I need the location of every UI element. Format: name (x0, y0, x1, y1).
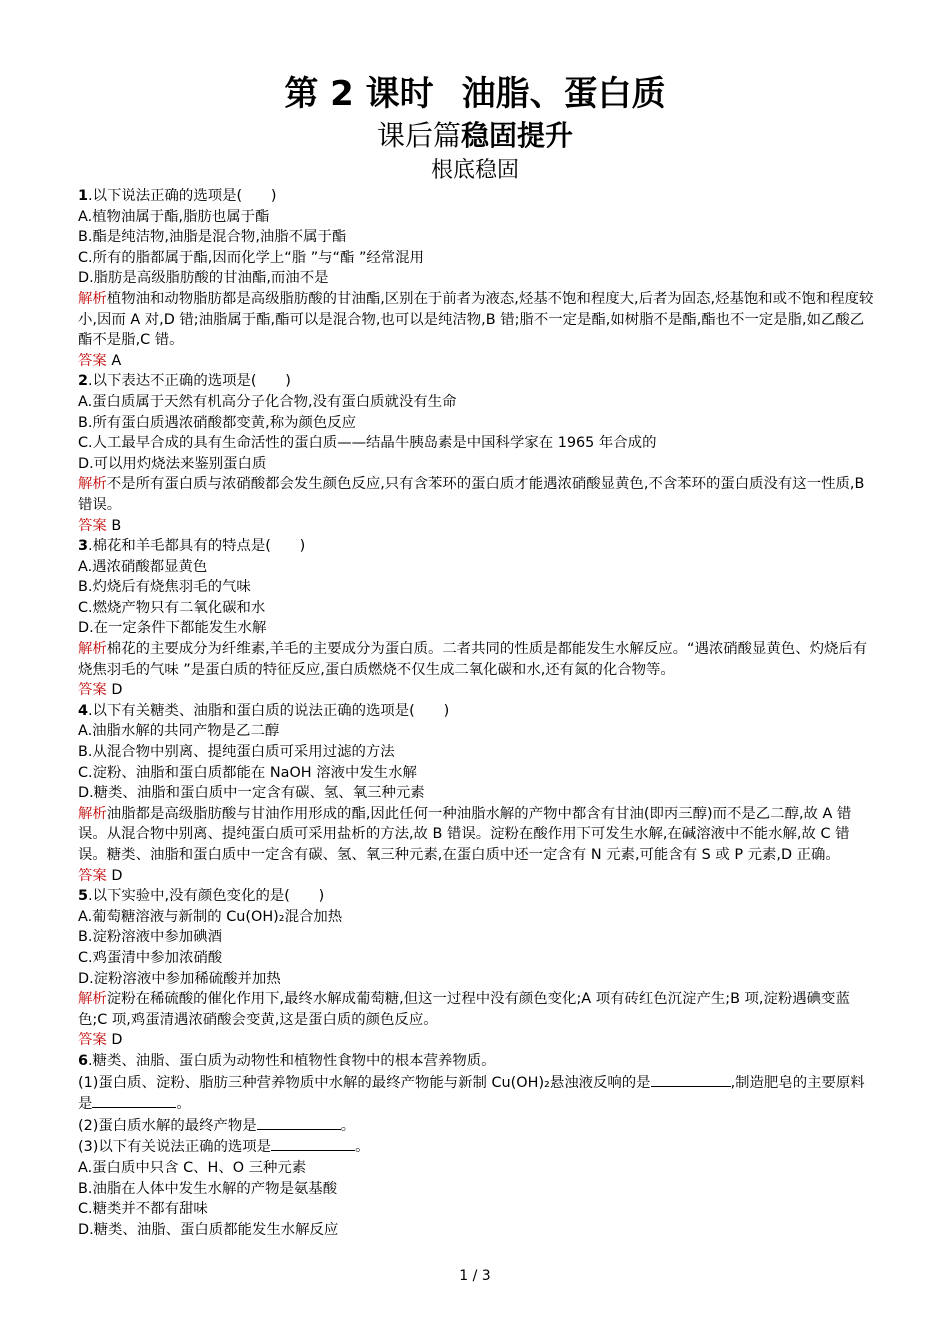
analysis-label: 解析 (78, 476, 107, 493)
question-5 (78, 886, 878, 1051)
answer-blank[interactable] (651, 1072, 731, 1087)
question-4 (78, 701, 878, 886)
sub-question-2: (2)蛋白质水解的最终产物是 。 (78, 1115, 878, 1137)
analysis-label: 解析 (78, 805, 107, 822)
question-stem: 5.以下实验中,没有颜色变化的是( ) (78, 888, 325, 905)
option-d: D.糖类、油脂和蛋白质中一定含有碳、氢、氧三种元素 (78, 785, 425, 802)
answer-label: 答案 (78, 352, 107, 369)
option-c: C.淀粉、油脂和蛋白质都能在 NaOH 溶液中发生水解 (78, 764, 417, 781)
option-c: C.糖类并不都有甜味 (78, 1201, 208, 1218)
analysis-label: 解析 (78, 991, 107, 1008)
answer-blank[interactable] (271, 1136, 355, 1151)
question-6 (78, 1051, 878, 1240)
page-title: 第 2 课时 油脂、蛋白质 (284, 74, 666, 114)
question-3 (78, 536, 878, 701)
option-a: A.植物油属于酯,脂肪也属于酯 (78, 208, 270, 225)
option-a: A.蛋白质属于天然有机高分子化合物,没有蛋白质就没有生命 (78, 393, 457, 410)
answer: 答案 B (78, 517, 122, 534)
option-b: B.从混合物中别离、提纯蛋白质可采用过滤的方法 (78, 744, 395, 761)
question-stem: 6.糖类、油脂、蛋白质为动物性和植物性食物中的根本营养物质。 (78, 1052, 496, 1069)
question-stem: 3.棉花和羊毛都具有的特点是( ) (78, 538, 306, 555)
option-d: D.可以用灼烧法来鉴别蛋白质 (78, 455, 267, 472)
option-a: A.遇浓硝酸都显黄色 (78, 558, 208, 575)
answer-label: 答案 (78, 867, 107, 884)
question-2 (78, 371, 878, 536)
page-number: 1 / 3 (459, 1268, 491, 1284)
question-stem: 1.以下说法正确的选项是( ) (78, 188, 277, 204)
option-c: C.鸡蛋清中参加浓硝酸 (78, 949, 223, 966)
option-c: C.燃烧产物只有二氧化碳和水 (78, 599, 266, 616)
answer: 答案 D (78, 682, 123, 699)
answer-label: 答案 (78, 517, 107, 534)
option-d: D.糖类、油脂、蛋白质都能发生水解反应 (78, 1221, 339, 1238)
answer-label: 答案 (78, 1032, 107, 1049)
analysis: 解析不是所有蛋白质与浓硝酸都会发生颜色反应,只有含苯环的蛋白质才能遇浓硝酸显黄色,不含苯环的蛋白质没有这一性质,B 错误。 (78, 476, 865, 513)
question-1 (78, 186, 878, 371)
analysis: 解析棉花的主要成分为纤维素,羊毛的主要成分为蛋白质。二者共同的性质是都能发生水解反应。“遇浓硝酸显黄色、灼烧后有烧焦羽毛的气味 ”是蛋白质的特征反应,蛋白质燃烧不仅生成二氧化碳和水,还有氮的化合物等。 (78, 641, 868, 678)
analysis: 解析油脂都是高级脂肪酸与甘油作用形成的酯,因此任何一种油脂水解的产物中都含有甘油(即丙三醇)而不是乙二醇,故 A 错误。从混合物中别离、提纯蛋白质可采用盐析的方法,故 B 错误。淀粉在酸作用下可发生水解,在碱溶液中不能水解,故 C 错误。糖类、油脂和蛋白质中一定含有碳、氢、氧三种元素,在蛋白质中还一定含有 N 元素,可能含有 S 或 P 元素,D 正确。 (78, 805, 852, 863)
answer: 答案 D (78, 1032, 123, 1049)
sub-question-3: (3)以下有关说法正确的选项是 。 (78, 1136, 878, 1158)
option-b: B.酯是纯洁物,油脂是混合物,油脂不属于酯 (78, 229, 347, 246)
analysis-label: 解析 (78, 641, 107, 658)
document-body (78, 186, 878, 1240)
question-stem: 2.以下表达不正确的选项是( ) (78, 373, 291, 390)
option-d: D.在一定条件下都能发生水解 (78, 620, 267, 637)
option-b: B.所有蛋白质遇浓硝酸都变黄,称为颜色反应 (78, 414, 357, 431)
answer-blank[interactable] (92, 1093, 176, 1108)
section-heading: 根底稳固 (430, 158, 519, 183)
option-c: C.人工最早合成的具有生命活性的蛋白质——结晶牛胰岛素是中国科学家在 1965 年合成的 (78, 435, 657, 452)
answer-label: 答案 (78, 682, 107, 699)
question-stem: 4.以下有关糖类、油脂和蛋白质的说法正确的选项是( ) (78, 702, 450, 719)
option-d: D.淀粉溶液中参加稀硫酸并加热 (78, 970, 281, 987)
option-b: B.灼烧后有烧焦羽毛的气味 (78, 579, 251, 596)
answer-blank[interactable] (257, 1115, 341, 1130)
sub-question-1: (1)蛋白质、淀粉、脂肪三种营养物质中水解的最终产物能与新制 Cu(OH)₂悬浊液反响的是 ,制造肥皂的主要原料是 。 (78, 1072, 878, 1115)
answer: 答案 D (78, 867, 123, 884)
analysis-label: 解析 (78, 290, 107, 307)
analysis: 解析植物油和动物脂肪都是高级脂肪酸的甘油酯,区别在于前者为液态,烃基不饱和程度大,后者为固态,烃基饱和或不饱和程度较小,因而 A 对,D 错;油脂属于酯,酯可以是混合物,也可以是纯洁物,B 错;脂不一定是酯,如树脂不是酯,酯也不一定是脂,如乙酸乙酯不是脂,C 错。 (78, 290, 874, 349)
option-a: A.葡萄糖溶液与新制的 Cu(OH)₂混合加热 (78, 908, 343, 925)
analysis: 解析淀粉在稀硫酸的催化作用下,最终水解成葡萄糖,但这一过程中没有颜色变化;A 项有砖红色沉淀产生;B 项,淀粉遇碘变蓝色;C 项,鸡蛋清遇浓硝酸会变黄,这是蛋白质的颜色反应。 (78, 991, 850, 1028)
option-a: A.油脂水解的共同产物是乙二醇 (78, 723, 280, 740)
option-b: B.淀粉溶液中参加碘酒 (78, 929, 222, 946)
option-c: C.所有的脂都属于酯,因而化学上“脂 ”与“酯 ”经常混用 (78, 249, 424, 266)
option-d: D.脂肪是高级脂肪酸的甘油酯,而油不是 (78, 270, 329, 287)
page-subtitle: 课后篇稳固提升 (376, 119, 574, 152)
answer: 答案 A (78, 352, 122, 369)
option-a: A.蛋白质中只含 C、H、O 三种元素 (78, 1159, 307, 1176)
option-b: B.油脂在人体中发生水解的产物是氨基酸 (78, 1180, 338, 1197)
